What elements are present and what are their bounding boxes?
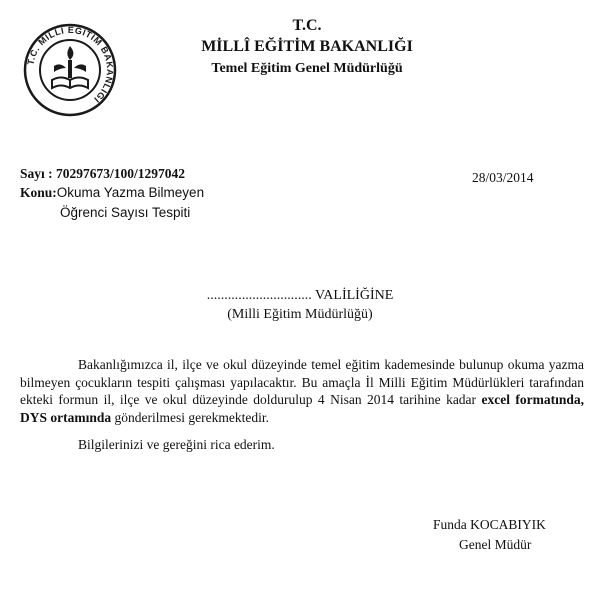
flame-icon: [67, 46, 73, 60]
header-directorate: Temel Eğitim Genel Müdürlüğü: [211, 61, 403, 76]
header-ministry: MİLLÎ EĞİTİM BAKANLIĞI: [201, 38, 413, 55]
header-tc: T.C.: [292, 17, 322, 34]
right-wing-icon: [74, 64, 86, 72]
addressee-title: VALİLİĞİNE: [314, 288, 394, 303]
signature-name: Funda KOCABIYIK: [433, 517, 546, 532]
addressee-dots: ..............................: [206, 288, 312, 303]
sayi-label: Sayı: [20, 166, 45, 181]
torch-icon: [68, 60, 72, 78]
left-wing-icon: [54, 64, 66, 72]
sayi-value: : 70297673/100/1297042: [48, 166, 186, 181]
letter-date: 28/03/2014: [472, 170, 534, 185]
sayi-row: [20, 166, 185, 182]
body-text-part2: gönderilmesi gerekmektedir.: [111, 409, 269, 425]
addressee-line: [0, 288, 600, 304]
body-paragraph-1: [20, 356, 584, 426]
emblem-ring-text: T.C. MİLLÎ EĞİTİM BAKANLIĞI: [25, 24, 116, 105]
konu-line2: Öğrenci Sayısı Tespiti: [60, 205, 191, 220]
ministry-emblem: [22, 22, 118, 118]
konu-label: Konu:: [20, 185, 57, 200]
konu-row: [20, 185, 204, 201]
body-text-bold: excel formatında, DYS ortamında: [20, 392, 584, 425]
body-paragraph-2: Bilgilerinizi ve gereğini rica ederim.: [78, 437, 275, 452]
body-text-part1: Bakanlığımızca il, ilçe ve okul düzeyinde temel eğitim kademesinde bulunup okuma yazma bilmeyen çocukların tespiti çalışması yapılacaktır. Bu amaçla İl Milli Eğitim Müdürlükleri tarafından ekteki formun il, ilçe ve okul düzeyinde doldurulup 4 Nisan 2014 tarihine kadar: [20, 357, 584, 407]
addressee-subtitle: (Milli Eğitim Müdürlüğü): [227, 307, 373, 322]
konu-line1: Okuma Yazma Bilmeyen: [56, 185, 205, 200]
signature-title: Genel Müdür: [459, 537, 532, 552]
